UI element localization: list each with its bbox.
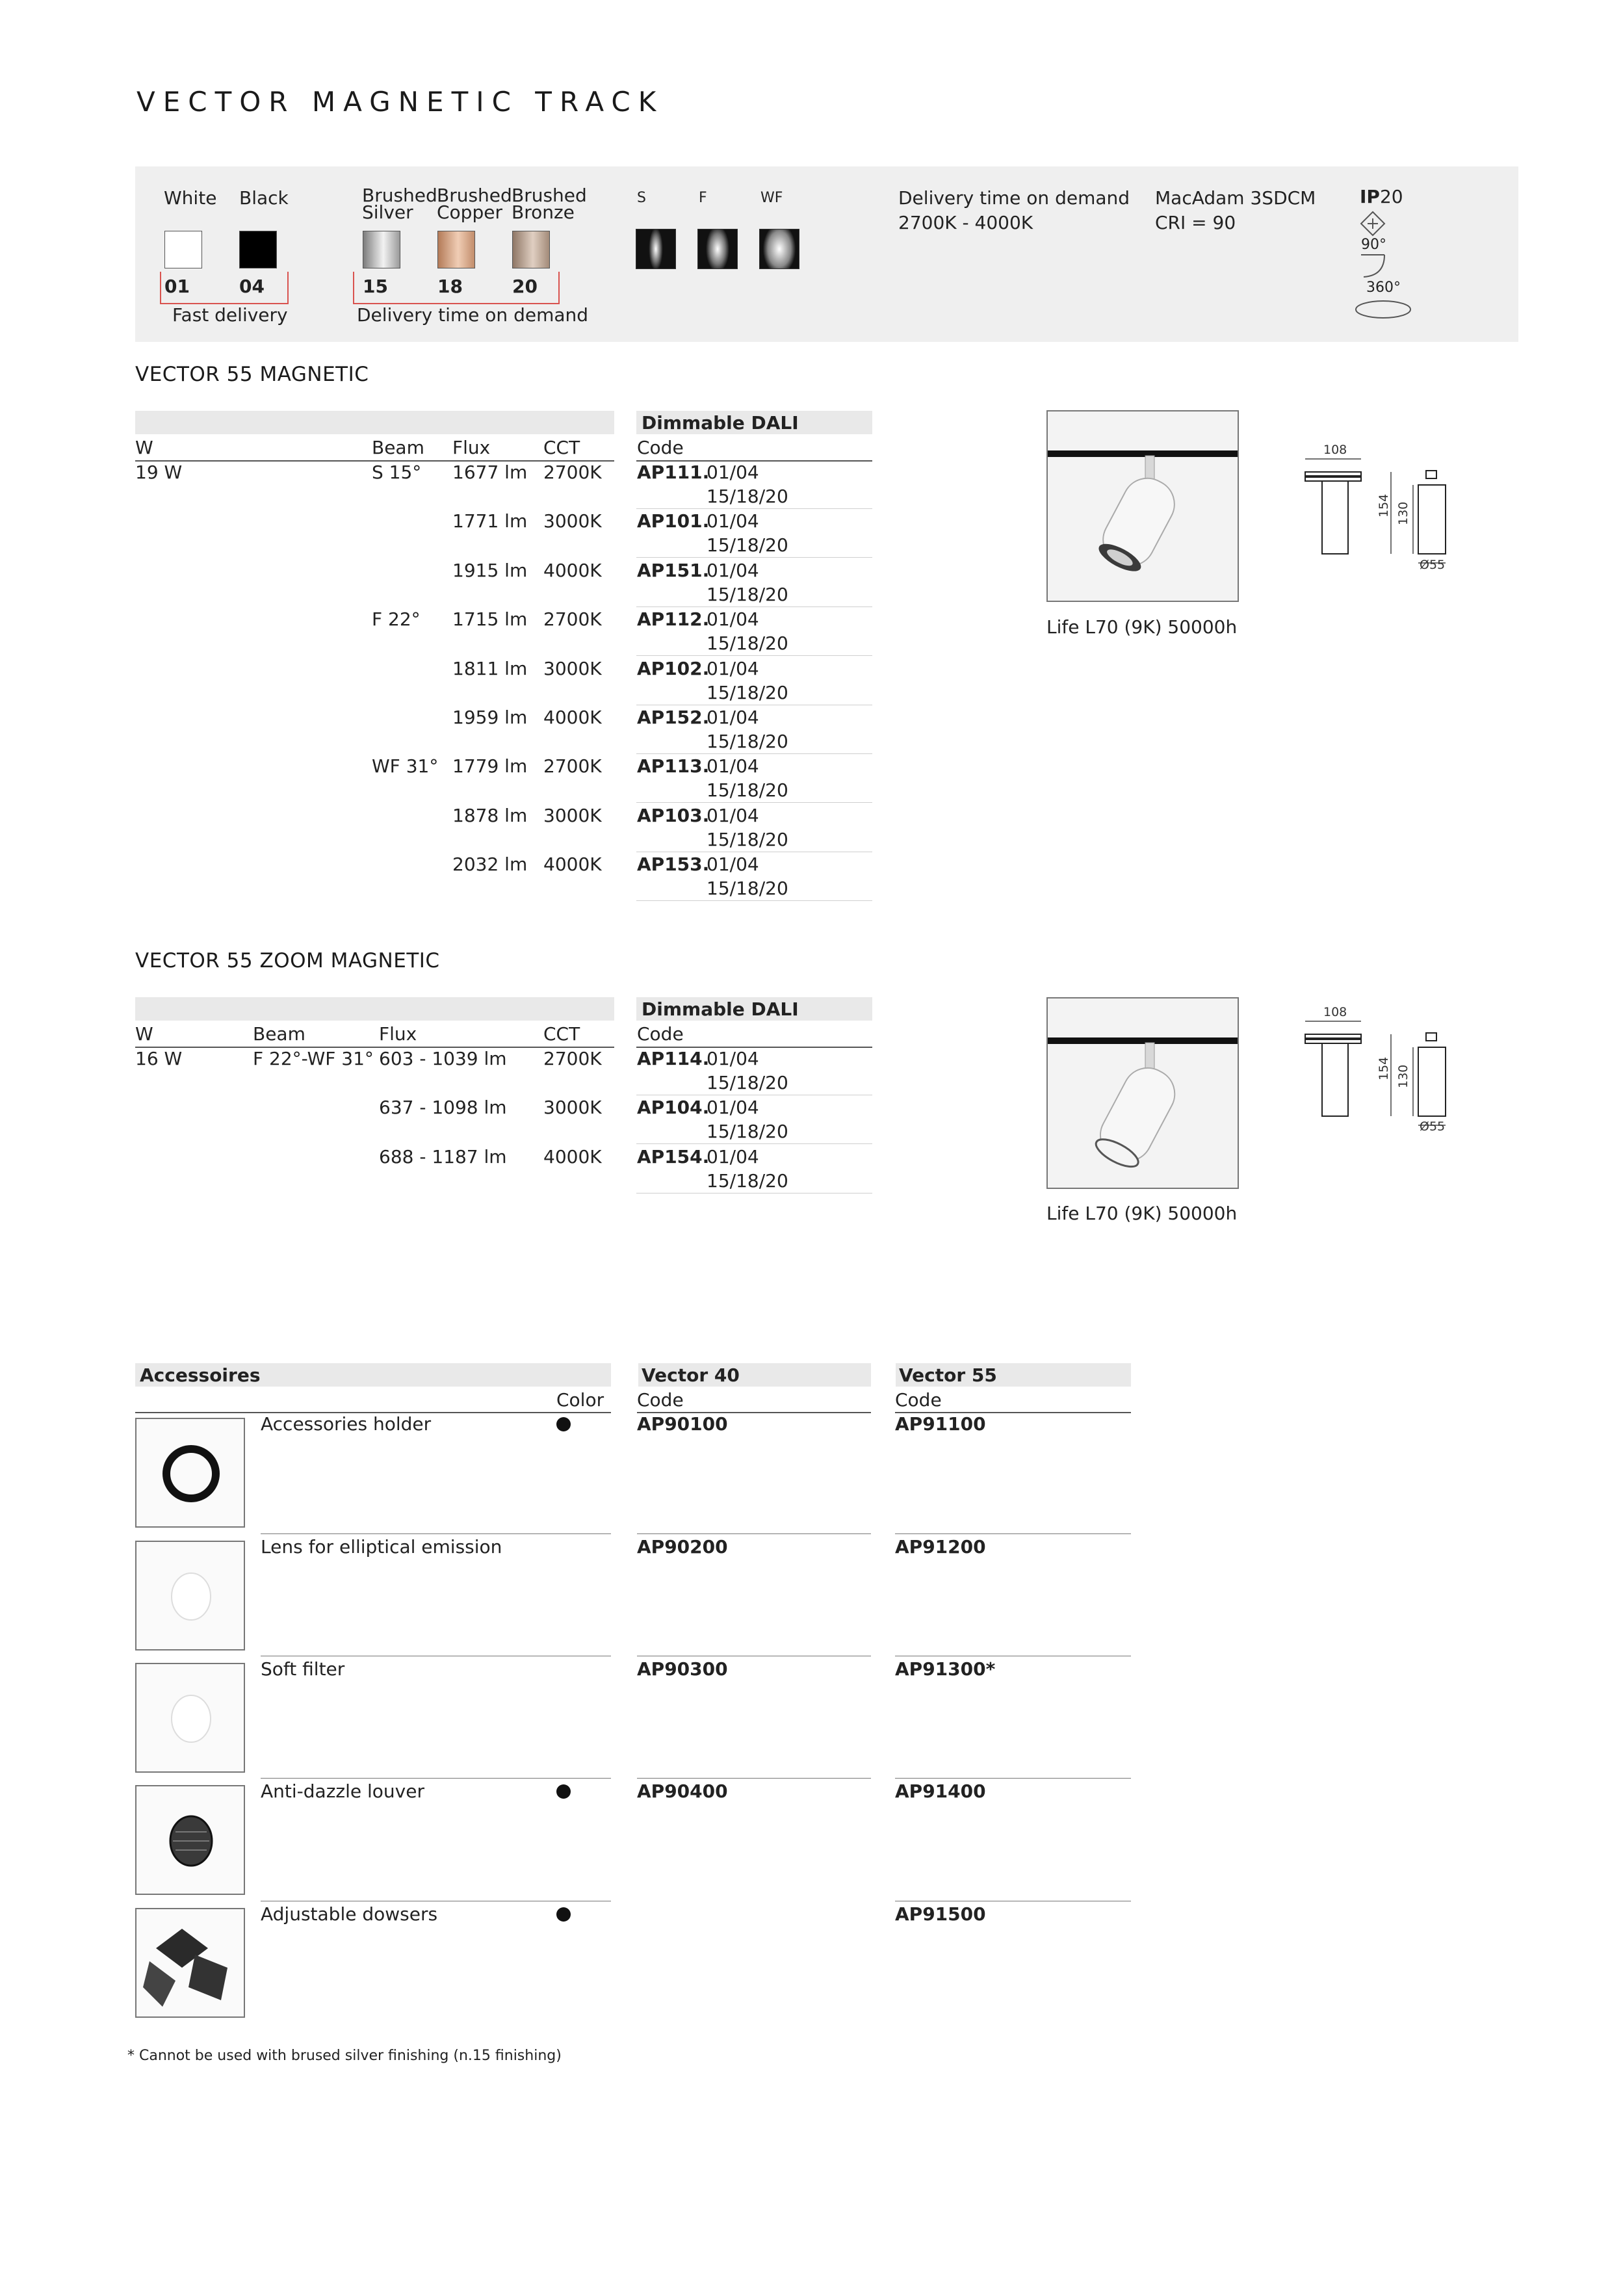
acc-v55-code: AP91200 [895,1536,986,1558]
acc-v40-title: Vector 40 [642,1364,740,1386]
row-separator [636,557,872,558]
row-code: AP153. [637,854,710,876]
row-cct: 2700K [543,1048,602,1069]
zoom-h-code: Code [637,1023,684,1045]
row-code: AP103. [637,804,710,826]
finish-bronze-label: Brushed Bronze [512,185,587,223]
acc-v40-code-label: Code [637,1389,684,1411]
row-flux: 1715 lm [452,608,528,631]
acc-v40-code: AP90100 [637,1413,728,1435]
ip-rating: IP20 [1360,186,1403,207]
zoom-dim-width: 108 [1323,1005,1347,1019]
row-cct: 3000K [543,657,602,679]
delivery-on-demand-label: Delivery time on demand [357,304,589,326]
acc-item-name: Anti-dazzle louver [261,1781,424,1802]
row-beam: WF 31° [372,755,439,777]
acc-item-name: Adjustable dowsers [261,1903,438,1925]
zoom-beam: F 22°-WF 31° [253,1048,374,1069]
row-code: AP152. [637,707,710,728]
row-finish-brushed: 15/18/20 [707,731,788,752]
acc-v55-code: AP91300* [895,1658,996,1680]
acc-color-label: Color [556,1389,604,1411]
acc-color-dot [556,1417,571,1431]
acc-v55-title: Vector 55 [899,1364,997,1386]
cri: CRI = 90 [1155,212,1236,233]
row-finish-std: 01/04 [707,657,759,679]
v55-h-cct: CCT [543,437,580,458]
row-finish-std: 01/04 [707,510,759,532]
row-finish-std: 01/04 [707,1145,759,1168]
finish-silver-code: 15 [363,276,388,297]
row-separator [636,655,872,656]
row-finish-brushed: 15/18/20 [707,1169,788,1192]
v55-h-code: Code [637,437,684,458]
row-flux: 1959 lm [452,707,528,728]
zoom-header-rule-left [135,1047,614,1048]
white-swatch [164,231,202,268]
acc-item-name: Soft filter [261,1658,345,1680]
optic-f-icon [697,229,738,269]
row-flux: 1771 lm [452,510,528,532]
row-flux: 1677 lm [452,462,528,483]
page-title: VECTOR MAGNETIC TRACK [136,86,664,118]
acc-holder-image [135,1418,245,1528]
finish-white-label: White [164,187,217,209]
acc-v40-code: AP90400 [637,1781,728,1802]
row-finish-std: 01/04 [707,854,759,876]
row-cct: 4000K [543,1145,602,1168]
acc-color-dot [556,1784,571,1799]
v55-dali-label: Dimmable DALI [642,412,799,434]
row-code: AP113. [637,755,710,777]
row-finish-std: 01/04 [707,755,759,777]
row-finish-brushed: 15/18/20 [707,828,788,850]
fast-delivery-label: Fast delivery [172,304,288,326]
row-cct: 3000K [543,510,602,532]
rotation-label: 360° [1366,280,1401,296]
row-code: AP114. [637,1048,710,1069]
v55-h-beam: Beam [372,437,424,458]
acc-row-rule [895,1778,1131,1779]
ip-diamond-icon [1358,211,1387,237]
acc-lens-image [135,1541,245,1650]
row-finish-brushed: 15/18/20 [707,534,788,556]
row-code: AP101. [637,510,710,532]
silver-swatch [363,231,400,268]
v55-dim-diameter: Ø55 [1420,558,1446,572]
zoom-h-flux: Flux [379,1023,417,1045]
acc-dowsers-image [135,1908,245,2018]
row-cct: 2700K [543,755,602,777]
zoom-dim-height2: 130 [1396,1064,1410,1088]
acc-item-name: Accessories holder [261,1413,432,1435]
row-code: AP102. [637,657,710,679]
v55-dim-width: 108 [1323,443,1347,457]
row-finish-std: 01/04 [707,559,759,581]
row-code: AP151. [637,559,710,581]
v55-title: VECTOR 55 MAGNETIC [135,363,369,386]
v55-life: Life L70 (9K) 50000h [1046,616,1238,638]
row-finish-brushed: 15/18/20 [707,681,788,703]
acc-louver-image [135,1785,245,1895]
row-cct: 4000K [543,559,602,581]
row-separator [636,1193,872,1194]
v55-dim-height2: 130 [1396,501,1410,525]
row-separator [636,1143,872,1144]
zoom-h-cct: CCT [543,1023,580,1045]
row-beam: S 15° [372,462,422,483]
row-finish-brushed: 15/18/20 [707,486,788,507]
macadam: MacAdam 3SDCM [1155,187,1316,209]
row-finish-brushed: 15/18/20 [707,583,788,605]
zoom-title: VECTOR 55 ZOOM MAGNETIC [135,949,440,972]
rotation-icon [1353,298,1413,320]
copper-swatch [437,231,475,268]
v55-h-w: W [135,437,153,458]
acc-v40-code: AP90200 [637,1536,728,1558]
row-finish-brushed: 15/18/20 [707,633,788,655]
acc-v55-code-label: Code [895,1389,942,1411]
row-flux: 1878 lm [452,804,528,826]
row-flux: 1779 lm [452,755,528,777]
row-code: AP111. [637,462,710,483]
black-swatch [239,231,277,268]
row-separator [636,802,872,803]
row-flux: 1915 lm [452,559,528,581]
acc-item-name: Lens for elliptical emission [261,1536,502,1558]
row-code: AP154. [637,1145,710,1168]
row-finish-std: 01/04 [707,462,759,483]
acc-title: Accessoires [140,1364,261,1386]
row-flux: 603 - 1039 lm [379,1048,507,1069]
optic-s-label: S [637,190,646,206]
zoom-h-w: W [135,1023,153,1045]
optic-s-icon [636,229,676,269]
v55-h-flux: Flux [452,437,491,458]
row-finish-std: 01/04 [707,804,759,826]
finish-silver-label: Brushed Silver [362,185,437,223]
row-finish-std: 01/04 [707,1097,759,1119]
acc-row-rule [261,1533,611,1534]
row-beam: F 22° [372,608,421,631]
zoom-dali-label: Dimmable DALI [642,998,799,1020]
zoom-dim-diameter: Ø55 [1420,1119,1446,1134]
optic-wf-label: WF [760,190,783,206]
row-finish-std: 01/04 [707,1048,759,1069]
row-flux: 637 - 1098 lm [379,1097,507,1119]
zoom-watt: 16 W [135,1048,183,1069]
fast-delivery-bracket [160,272,289,304]
row-cct: 4000K [543,854,602,876]
acc-row-rule [895,1533,1131,1534]
row-code: AP112. [637,608,710,631]
row-separator [636,753,872,754]
row-finish-std: 01/04 [707,608,759,631]
finish-bronze-code: 20 [512,276,538,297]
acc-v55-code: AP91500 [895,1903,986,1925]
row-cct: 4000K [543,707,602,728]
acc-row-rule [637,1778,871,1779]
finish-white-code: 01 [164,276,190,297]
finish-black-label: Black [239,187,289,209]
footnote: * Cannot be used with brused silver finishing (n.15 finishing) [127,2048,562,2064]
finish-copper-code: 18 [437,276,463,297]
delivery-text: Delivery time on demand [898,187,1130,209]
acc-v55-code: AP91400 [895,1781,986,1802]
v55-watt: 19 W [135,462,183,483]
tilt-icon [1358,252,1388,281]
v55-header-bar-left [135,411,614,434]
row-flux: 2032 lm [452,854,528,876]
bronze-swatch [512,231,550,268]
zoom-life: Life L70 (9K) 50000h [1046,1203,1238,1224]
row-finish-brushed: 15/18/20 [707,1121,788,1143]
row-separator [636,900,872,901]
zoom-product-photo [1046,997,1239,1189]
v55-dim-height1: 154 [1377,493,1391,517]
row-flux: 688 - 1187 lm [379,1145,507,1168]
optic-wf-icon [759,229,799,269]
acc-v55-code: AP91100 [895,1413,986,1435]
finish-black-code: 04 [239,276,265,297]
row-finish-brushed: 15/18/20 [707,779,788,802]
acc-v40-code: AP90300 [637,1658,728,1680]
zoom-h-beam: Beam [253,1023,305,1045]
row-cct: 2700K [543,462,602,483]
zoom-dim-height1: 154 [1377,1056,1391,1080]
row-code: AP104. [637,1097,710,1119]
cct-range: 2700K - 4000K [898,212,1033,233]
acc-row-rule [637,1533,871,1534]
row-flux: 1811 lm [452,657,528,679]
row-cct: 3000K [543,804,602,826]
optic-f-label: F [699,190,707,206]
tilt-label: 90° [1361,237,1386,253]
row-cct: 3000K [543,1097,602,1119]
row-cct: 2700K [543,608,602,631]
row-finish-brushed: 15/18/20 [707,1072,788,1093]
row-finish-brushed: 15/18/20 [707,878,788,900]
on-demand-bracket [353,272,560,304]
v55-product-photo [1046,410,1239,602]
finish-copper-label: Brushed Copper [437,185,512,223]
zoom-header-bar-left [135,997,614,1021]
acc-soft-filter-image [135,1663,245,1773]
acc-row-rule [261,1778,611,1779]
row-finish-std: 01/04 [707,707,759,728]
row-separator [636,508,872,509]
acc-color-dot [556,1907,571,1922]
